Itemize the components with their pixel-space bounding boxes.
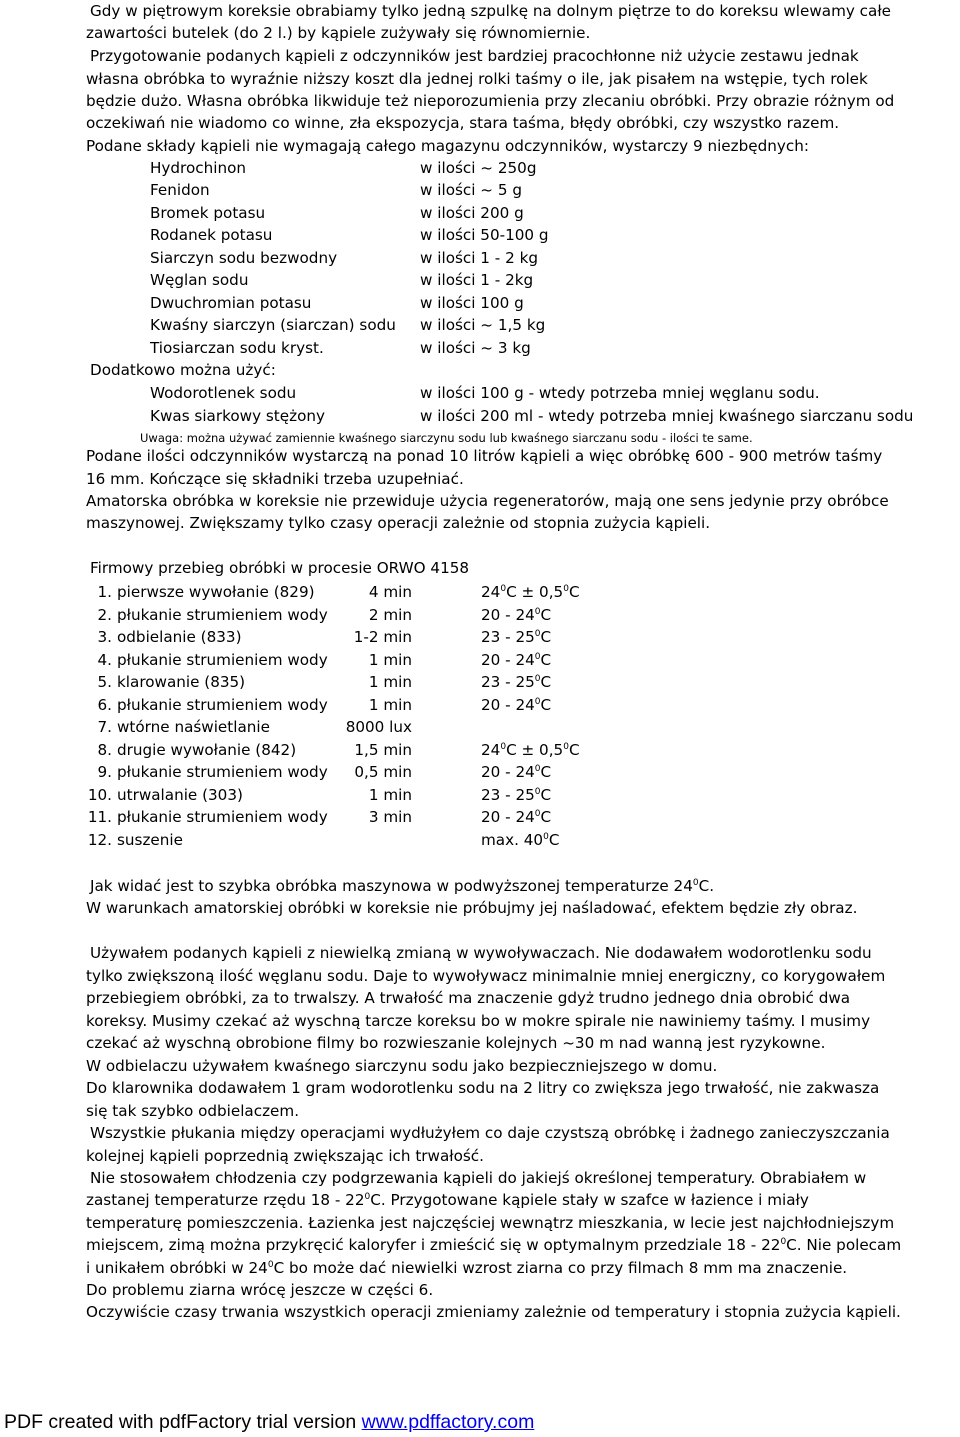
process-step-row: [0, 604, 960, 626]
step-name: klarowanie (835): [117, 673, 246, 691]
step-temperature: [481, 671, 551, 693]
reagent-row: [0, 179, 960, 201]
reagent-amount: w ilości 50-100 g: [420, 226, 549, 244]
temp-value: 20 - 24: [481, 695, 535, 714]
text-part: C. Nie polecam: [786, 1236, 902, 1254]
text-part: miejscem, zimą można przykręcić kaloryfer i zmieścić się w optymalnym przedziale 18 - 22: [86, 1236, 781, 1254]
temp-unit: C: [540, 673, 552, 691]
temp-value: max. 40: [481, 830, 544, 849]
text-line: Podane ilości odczynników wystarczą na ponad 10 litrów kąpieli a więc obróbkę 600 - 900 metrów taśmy: [86, 447, 883, 465]
temp-value: 23 - 25: [481, 785, 535, 804]
degree-sup: 0: [534, 764, 541, 774]
step-temperature: [481, 784, 551, 806]
text-line: W odbielaczu używałem kwaśnego siarczynu sodu jako bezpieczniejszego w domu.: [86, 1057, 718, 1075]
text-line: przebiegiem obróbki, za to trwalszy. A trwałość ma znaczenie gdyż trudno jednego dnia obrobić dwa: [86, 989, 851, 1007]
reagent-amount: w ilości 100 g - wtedy potrzeba mniej węglanu sodu.: [420, 384, 820, 402]
temp-unit: C: [506, 740, 517, 759]
step-name: suszenie: [117, 830, 183, 849]
step-number: 5.: [97, 673, 112, 691]
temp-unit: C: [568, 740, 580, 759]
text-line: będzie dużo. Własna obróbka likwiduje też nieporozumienia przy zlecaniu obróbki. Przy obrazie różnym od: [86, 92, 895, 110]
reagent-row: [0, 269, 960, 291]
step-temperature: [481, 829, 559, 851]
reagent-amount: w ilości 200 g: [420, 204, 524, 222]
process-step-row: [0, 626, 960, 648]
reagent-name: Rodanek potasu: [150, 226, 273, 244]
reagent-name: Wodorotlenek sodu: [150, 384, 297, 402]
degree-sup: 0: [534, 651, 541, 662]
degree-sup: 0: [500, 741, 507, 752]
step-number: 9.: [97, 763, 112, 781]
process-step-row: [0, 761, 960, 783]
step-number: 10.: [87, 785, 112, 804]
temp-value: 20 - 24: [481, 763, 535, 781]
text-line: Wszystkie płukania między operacjami wydłużyłem co daje czystszą obróbkę i żadnego zanieczyszczania: [90, 1124, 890, 1142]
text-line: W warunkach amatorskiej obróbki w koreksie nie próbujmy jej naśladować, efektem będzie zły obraz.: [86, 899, 858, 917]
step-time: 1,5 min: [354, 740, 412, 759]
step-time: 1-2 min: [353, 628, 412, 646]
pdf-footer: [4, 1411, 534, 1434]
step-number: 6.: [97, 695, 112, 714]
text-line: oczekiwań nie wiadomo co winne, zła ekspozycja, stara taśma, błędy obróbki, czy wszystko razem.: [86, 114, 840, 132]
temp-unit: C: [540, 695, 552, 714]
degree-sup: 0: [267, 1260, 274, 1270]
reagent-row: [0, 202, 960, 224]
text-line: [86, 1235, 901, 1255]
text-line: Przygotowanie podanych kąpieli z odczynników jest bardziej pracochłonne niż użycie zestawu jednak: [90, 47, 859, 65]
text-part: C.: [698, 877, 715, 895]
reagent-row: [0, 157, 960, 179]
step-number: 2.: [97, 605, 112, 624]
additional-heading: Dodatkowo można użyć:: [90, 361, 276, 379]
text-line: [86, 1190, 809, 1210]
step-time: 3 min: [368, 808, 412, 826]
step-name: drugie wywołanie (842): [117, 740, 297, 759]
temp-unit: C: [540, 628, 552, 646]
reagent-amount: w ilości ~ 3 kg: [420, 339, 531, 357]
step-number: 7.: [97, 718, 112, 736]
step-number: 11.: [87, 808, 112, 826]
text-part: C bo może dać niewielki wzrost ziarna co przy filmach 8 mm ma znaczenie.: [273, 1259, 848, 1277]
step-temperature: [481, 626, 551, 648]
degree-sup: 0: [543, 831, 549, 842]
text-line: zawartości butelek (do 2 l.) by kąpiele zużywały się równomiernie.: [86, 24, 591, 42]
temp-unit: C: [540, 605, 552, 624]
text-line: Nie stosowałem chłodzenia czy podgrzewania kąpieli do jakiejś określonej temperatury. Obrabiałem w: [90, 1169, 867, 1187]
additional-row: [0, 382, 960, 404]
degree-sup: 0: [534, 696, 541, 707]
reagent-name: Tiosiarczan sodu kryst.: [150, 339, 324, 357]
text-part: C. Przygotowane kąpiele stały w szafce w łazience i miały: [370, 1191, 809, 1209]
step-number: 12.: [87, 830, 112, 849]
reagent-amount: w ilości ~ 5 g: [420, 181, 522, 199]
reagent-amount: w ilości 100 g: [420, 294, 524, 312]
process-step-row: [0, 806, 960, 828]
text-line: [86, 1258, 847, 1278]
process-step-row: [0, 716, 960, 738]
degree-sup: 0: [534, 786, 541, 797]
reagent-name: Hydrochinon: [150, 159, 246, 177]
text-line: Gdy w piętrowym koreksie obrabiamy tylko jedną szpulkę na dolnym piętrze to do koreksu wlewamy całe: [90, 2, 891, 20]
step-temperature: [481, 806, 551, 828]
text-line: koreksy. Musimy czekać aż wyschną tarcze koreksu bo w mokre spirale nie nawiniemy taśmy. I musimy: [86, 1012, 871, 1030]
degree-sup: 0: [500, 584, 507, 594]
reagent-amount: w ilości ~ 1,5 kg: [420, 316, 546, 334]
step-name: odbielanie (833): [117, 628, 242, 646]
text-line: Oczywiście czasy trwania wszystkich operacji zmieniamy zależnie od temperatury i stopnia zużycia kąpieli.: [86, 1303, 901, 1321]
reagent-amount: w ilości 1 - 2 kg: [420, 249, 539, 267]
step-number: 8.: [97, 740, 112, 759]
degree-sup: 0: [692, 878, 699, 888]
reagent-name: Fenidon: [150, 181, 210, 199]
degree-sup: 0: [563, 584, 569, 594]
text-line: tylko zwiększoną ilość węglanu sodu. Daje to wywoływacz minimalnie mniej energiczny, co korygowałem: [86, 967, 886, 985]
process-step-row: [0, 739, 960, 761]
degree-sup: 0: [534, 629, 541, 639]
temp-unit: C: [540, 785, 552, 804]
degree-sup: 0: [534, 606, 541, 617]
reagent-amount: w ilości 1 - 2kg: [420, 271, 534, 289]
reagent-row: [0, 247, 960, 269]
step-time: 1 min: [368, 650, 412, 669]
text-line: Amatorska obróbka w koreksie nie przewiduje użycia regeneratorów, mają one sens jedynie przy obróbce: [86, 492, 889, 510]
step-time: 1 min: [368, 673, 412, 691]
temp-unit: C: [540, 808, 552, 826]
temp-value: 20 - 24: [481, 605, 535, 624]
step-name: wtórne naświetlanie: [117, 718, 270, 736]
process-step-row: [0, 649, 960, 671]
temp-unit: C: [548, 830, 560, 849]
temp-tolerance: ± 0,5: [516, 740, 564, 759]
step-number: 3.: [97, 628, 112, 646]
text-line: 16 mm. Kończące się składniki trzeba uzupełniać.: [86, 470, 464, 488]
step-name: płukanie strumieniem wody: [117, 763, 328, 781]
temp-value: 24: [481, 740, 501, 759]
step-time: 2 min: [368, 605, 412, 624]
degree-sup: 0: [780, 1237, 787, 1247]
additional-row: [0, 405, 960, 427]
temp-tolerance: ± 0,5: [516, 583, 564, 601]
temp-unit: C: [568, 583, 580, 601]
temp-value: 23 - 25: [481, 673, 535, 691]
step-name: płukanie strumieniem wody: [117, 695, 328, 714]
step-time: 1 min: [368, 695, 412, 714]
temp-unit: C: [506, 583, 517, 601]
process-step-row: [0, 581, 960, 603]
step-temperature: [481, 649, 551, 671]
reagent-name: Kwas siarkowy stężony: [150, 407, 325, 425]
step-name: płukanie strumieniem wody: [117, 650, 328, 669]
temp-value: 24: [481, 583, 501, 601]
temp-unit: C: [540, 763, 552, 781]
process-step-row: [0, 671, 960, 693]
text-part: zastanej temperaturze rzędu 18 - 22: [86, 1191, 365, 1209]
text-line: Podane składy kąpieli nie wymagają całego magazynu odczynników, wystarczy 9 niezbędnych:: [86, 137, 809, 155]
note: Uwaga: można używać zamiennie kwaśnego siarczynu sodu lub kwaśnego siarczanu sodu - ilości te same.: [140, 431, 753, 445]
footer-link[interactable]: www.pdffactory.com: [361, 1411, 535, 1433]
reagent-row: [0, 314, 960, 336]
step-time: 8000 lux: [345, 718, 412, 736]
text-line: maszynowej. Zwiększamy tylko czasy operacji zależnie od stopnia zużycia kąpieli.: [86, 514, 711, 532]
reagent-amount: w ilości ~ 250g: [420, 159, 537, 177]
text-line: Do problemu ziarna wrócę jeszcze w części 6.: [86, 1281, 434, 1299]
text-part: Jak widać jest to szybka obróbka maszynowa w podwyższonej temperaturze 24: [90, 877, 693, 895]
process-step-row: [0, 829, 960, 851]
step-temperature: [481, 581, 580, 603]
temp-unit: C: [540, 650, 552, 669]
text-line: temperaturę pomieszczenia. Łazienka jest najczęściej wewnątrz mieszkania, w lecie jest najchłodniejszym: [86, 1214, 895, 1232]
reagent-name: Kwaśny siarczyn (siarczan) sodu: [150, 316, 396, 334]
reagent-amount: w ilości 200 ml - wtedy potrzeba mniej kwaśnego siarczanu sodu: [420, 407, 914, 425]
temp-value: 23 - 25: [481, 628, 535, 646]
text-part: i unikałem obróbki w 24: [86, 1259, 268, 1277]
temp-value: 20 - 24: [481, 650, 535, 669]
degree-sup: 0: [534, 809, 541, 819]
process-title: Firmowy przebieg obróbki w procesie ORWO 4158: [90, 559, 470, 577]
footer-text: PDF created with pdfFactory trial version: [4, 1411, 362, 1433]
reagent-name: Bromek potasu: [150, 204, 266, 222]
step-temperature: [481, 604, 551, 626]
process-step-row: [0, 694, 960, 716]
text-line: się tak szybko odbielaczem.: [86, 1102, 300, 1120]
step-time: 0,5 min: [354, 763, 412, 781]
degree-sup: 0: [534, 674, 541, 684]
step-temperature: [481, 694, 551, 716]
step-name: płukanie strumieniem wody: [117, 808, 328, 826]
text-line: Do klarownika dodawałem 1 gram wodorotlenku sodu na 2 litry co zwiększa jego trwałość, nie zakwasza: [86, 1079, 880, 1097]
step-temperature: [481, 739, 580, 761]
step-number: 1.: [97, 583, 112, 601]
reagent-name: Dwuchromian potasu: [150, 294, 312, 312]
step-time: 1 min: [368, 785, 412, 804]
step-number: 4.: [97, 650, 112, 669]
step-name: utrwalanie (303): [117, 785, 243, 804]
text-line: czekać aż wyschną obrobione filmy bo rozwieszanie kolejnych ~30 m nad wanną jest ryzykowne.: [86, 1034, 826, 1052]
step-temperature: [481, 761, 551, 783]
reagent-row: [0, 292, 960, 314]
temp-value: 20 - 24: [481, 808, 535, 826]
text-line: własna obróbka to wyraźnie niższy koszt dla jednej rolki taśmy o ile, jak pisałem na wstępie, tych rolek: [86, 70, 868, 88]
reagent-row: [0, 224, 960, 246]
degree-sup: 0: [563, 741, 569, 752]
reagent-row: [0, 337, 960, 359]
step-time: 4 min: [368, 583, 412, 601]
text-line: kolejnej kąpieli poprzednią zwiększając ich trwałość.: [86, 1147, 484, 1165]
step-name: płukanie strumieniem wody: [117, 605, 328, 624]
text-line: Używałem podanych kąpieli z niewielką zmianą w wywoływaczach. Nie dodawałem wodorotlenku sodu: [90, 944, 872, 962]
reagent-name: Węglan sodu: [150, 271, 249, 289]
reagent-name: Siarczyn sodu bezwodny: [150, 249, 338, 267]
step-name: pierwsze wywołanie (829): [117, 583, 315, 601]
process-step-row: [0, 784, 960, 806]
degree-sup: 0: [364, 1192, 371, 1202]
text-line: [90, 876, 714, 896]
